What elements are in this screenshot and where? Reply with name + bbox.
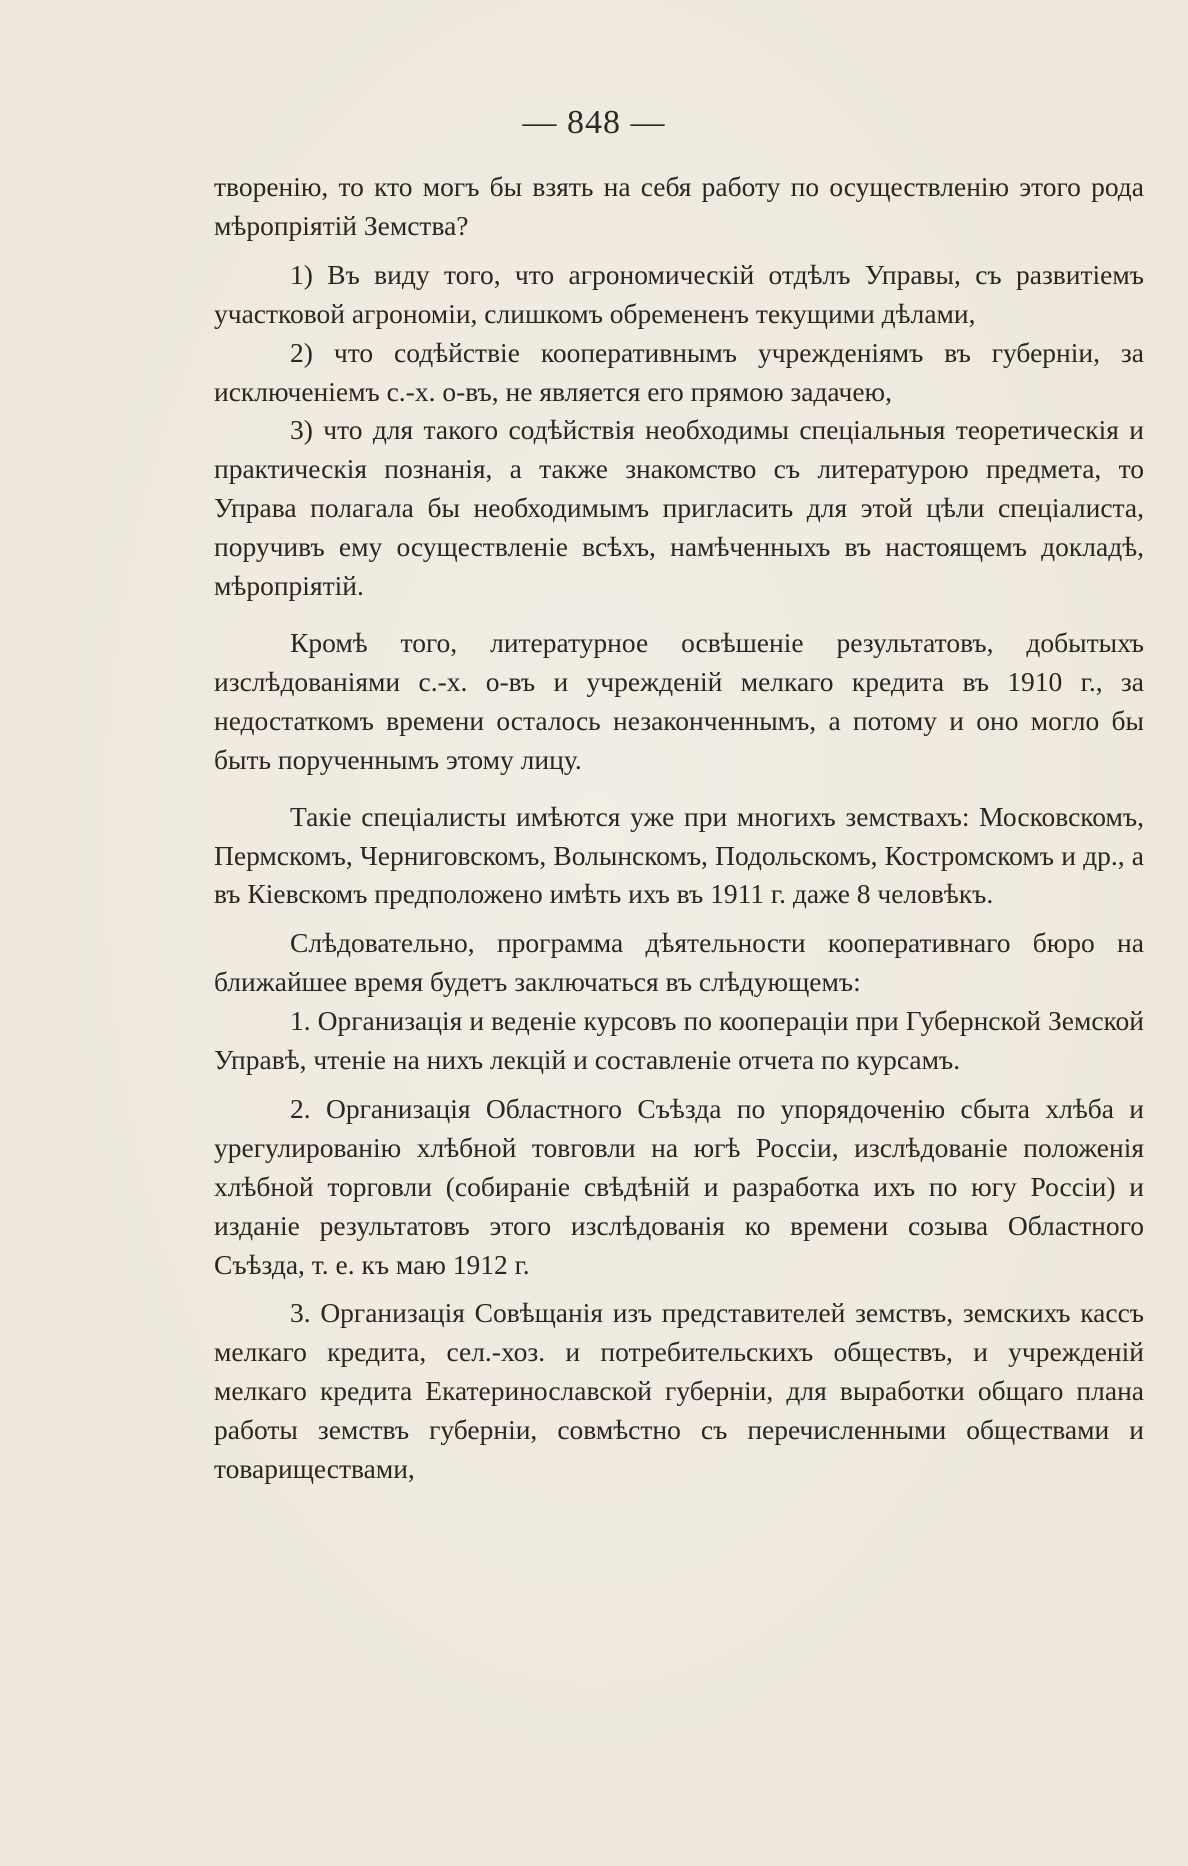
paragraph-specialists: Такіе спеціалисты имѣются уже при многихъ земствахъ: Московскомъ, Пермскомъ, Черниговскомъ, Волынскомъ, Подольскомъ, Костромскомъ и др., а въ Кіевскомъ предположено имѣть ихъ въ 1911 г. даже 8 человѣкъ. bbox=[214, 800, 1144, 910]
paragraph-point-3: 3) что для такого содѣйствія необходимы спеціальныя теоретическія и практическія познанія, а также знакомство съ литературою предмета, то Управа полагала бы необходимымъ пригласить для этой цѣли спеціалиста, поручивъ ему осуществленіе всѣхъ, намѣченныхъ въ настоящемъ докладѣ, мѣропріятій. bbox=[214, 414, 1144, 602]
page-number: — 848 — bbox=[522, 104, 666, 141]
body-text bbox=[214, 168, 1144, 1489]
paragraph-point-1: 1) Въ виду того, что агрономическій отдѣлъ Управы, съ развитіемъ участковой агрономіи, слишкомъ обремененъ текущими дѣлами, bbox=[214, 258, 1144, 329]
paragraph-literature: Кромѣ того, литературное освѣшеніе результатовъ, добытыхъ изслѣдованіями с.-х. о-въ и учрежденій мелкаго кредита въ 1910 г., за недостаткомъ времени осталось незаконченнымъ, а потому и оно могло бы быть порученнымъ этому лицу. bbox=[214, 626, 1144, 775]
paragraph-continuation: творенію, то кто могъ бы взять на себя работу по осуществленію этого рода мѣропріятій Земства? bbox=[214, 171, 1144, 241]
list-item-2: 2. Организація Областного Съѣзда по упорядоченію сбыта хлѣба и урегулированію хлѣбной товговли на югѣ Россіи, изслѣдованіе положенія хлѣбной торговли (собираніе свѣдѣній и разработка ихъ по югу Россіи) и изданіе результатовъ этого изслѣдованія ко времени созыва Областного Съѣзда, т. е. къ маю 1912 г. bbox=[214, 1092, 1144, 1280]
paragraph-program: Слѣдовательно, программа дѣятельности кооперативнаго бюро на ближайшее время будетъ заключаться въ слѣдующемъ: bbox=[214, 927, 1144, 998]
list-item-1: 1. Организація и веденіе курсовъ по коопераціи при Губернской Земской Управѣ, чтеніе на нихъ лекцій и составленіе отчета по курсамъ. bbox=[214, 1005, 1144, 1076]
paragraph-point-2: 2) что содѣйствіе кооперативнымъ учрежденіямъ въ губерніи, за исключеніемъ с.-х. о-въ, не является его прямою задачею, bbox=[214, 336, 1144, 407]
list-item-3: 3. Организація Совѣщанія изъ представителей земствъ, земскихъ кассъ мелкаго кредита, сел.-хоз. и потребительскихъ обществъ, и учрежденій мелкаго кредита Екатеринославской губерніи, для выработки общаго плана работы земствъ губерніи, совмѣстно съ перечисленными обществами и товариществами, bbox=[214, 1297, 1144, 1485]
